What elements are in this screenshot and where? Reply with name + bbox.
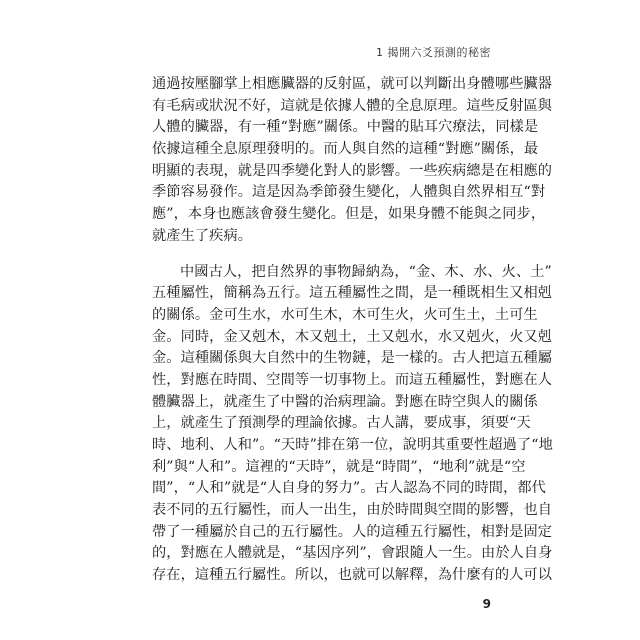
page-number: 9 bbox=[482, 597, 491, 611]
text-line: 時、地利、人和”。“天時”排在第一位，說明其重要性超過了“地 bbox=[152, 437, 553, 453]
text-line: 表不同的五行屬性，而人一出生，由於時間與空間的影響，也自 bbox=[152, 502, 553, 519]
text-line: 人體的臟器，有一種“對應”關係。中醫的貼耳穴療法，同樣是 bbox=[152, 119, 539, 136]
text-line: 五種屬性，簡稱為五行。這五種屬性之間，是一種既相生又相剋 bbox=[152, 285, 553, 302]
text-line: 就產生了疾病。 bbox=[152, 227, 253, 244]
text-line: 的，對應在人體就是，“基因序列”，會跟隨人一生。由於人自身 bbox=[152, 545, 553, 562]
text-line: 間”，“人和”就是“人自身的努力”。古人認為不同的時間，都代 bbox=[152, 480, 546, 497]
text-line: 性，對應在時間、空間等一切事物上。而這五種屬性，對應在人 bbox=[152, 371, 553, 388]
text-line: 利”與“人和”。這裡的“天時”，就是“時間”，“地利”就是“空 bbox=[152, 458, 526, 475]
text-line: 中國古人，把自然界的事物歸納為，“金、木、水、火、土” bbox=[180, 263, 552, 280]
text-line: 應”，本身也應該會發生變化。但是，如果身體不能與之同步， bbox=[152, 206, 546, 223]
text-line: 金。這種關係與大自然中的生物鏈，是一樣的。古人把這五種屬 bbox=[152, 350, 553, 367]
paragraph-2 bbox=[152, 262, 553, 587]
paragraph-1 bbox=[152, 74, 553, 248]
text-line: 明顯的表現，就是四季變化對人的影響。一些疾病總是在相應的 bbox=[152, 162, 553, 179]
text-line: 的關係。金可生水，水可生木，木可生火，火可生土，土可生 bbox=[152, 306, 538, 323]
text-line: 存在，這種五行屬性。所以，也就可以解釋，為什麼有的人可以 bbox=[152, 567, 553, 584]
text-line: 上，就產生了預測學的理論依據。古人講，要成事，須要“天 bbox=[152, 415, 531, 432]
text-line: 通過按壓腳掌上相應臟器的反射區，就可以判斷出身體哪些臟器 bbox=[152, 76, 553, 92]
text-line: 金。同時，金又剋木，木又剋土，土又剋水，水又剋火，火又剋 bbox=[152, 328, 553, 345]
text-line: 帶了一種屬於自己的五行屬性。人的這種五行屬性，相對是固定 bbox=[152, 523, 553, 540]
text-line: 依據這種全息原理發明的。而人與自然的這種“對應”關係，最 bbox=[152, 141, 539, 158]
text-line: 有毛病或狀況不好，這就是依據人體的全息原理。這些反射區與 bbox=[152, 97, 553, 114]
text-line: 體臟器上，就產生了中醫的治病理論。對應在時空與人的關係 bbox=[152, 393, 538, 410]
text-line: 季節容易發作。這是因為季節發生變化，人體與自然界相互“對 bbox=[152, 184, 546, 201]
page-body bbox=[152, 74, 553, 587]
running-header: 1 揭開六爻預測的秘密 bbox=[376, 46, 491, 59]
